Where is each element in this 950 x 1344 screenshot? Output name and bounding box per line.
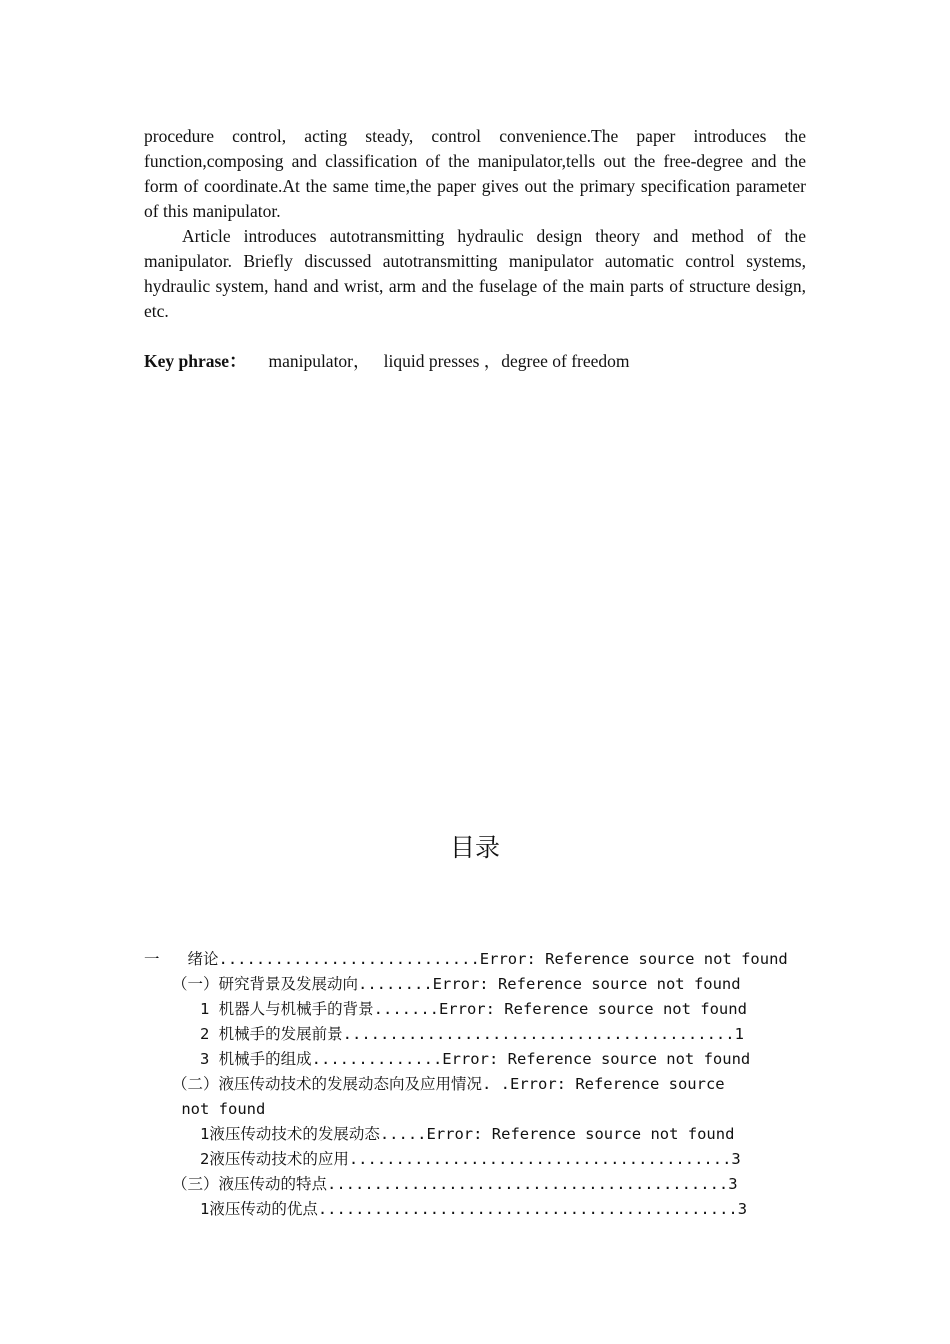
toc-entry[interactable]: 1 机器人与机械手的背景.......Error: Reference source not found xyxy=(144,1000,747,1018)
abstract-paragraph-1: procedure control, acting steady, control convenience.The paper introduces the function,composing and classification of the manipulator,tells out the free-degree and the form of coordinate.At the same time,the paper gives out the primary specification parameter of this manipulator. xyxy=(144,126,806,221)
key-phrase-line xyxy=(144,349,630,374)
key-phrase-label: Key phrase： xyxy=(144,351,247,371)
toc-entry[interactable]: 一 绪论............................Error: Reference source not found xyxy=(144,950,788,968)
toc-entry[interactable]: 3 机械手的组成..............Error: Reference source not found xyxy=(144,1050,751,1068)
toc-entry[interactable]: 1液压传动技术的发展动态.....Error: Reference source not found xyxy=(144,1125,735,1143)
toc-entry[interactable]: 1液压传动的优点.............................................3 xyxy=(144,1200,748,1218)
toc-entry[interactable]: （三）液压传动的特点...........................................3 xyxy=(144,1175,738,1193)
table-of-contents xyxy=(144,947,808,1222)
toc-entry[interactable]: not found xyxy=(144,1100,266,1118)
abstract-section xyxy=(144,124,806,324)
abstract-paragraph-2: Article introduces autotransmitting hydraulic design theory and method of the manipulator. Briefly discussed autotransmitting manipulator automatic control systems, hydraulic system, hand and wrist, arm and the fuselage of the main parts of structure design, etc. xyxy=(144,226,806,321)
key-phrase-values: manipulator， liquid presses ，degree of freedom xyxy=(268,351,630,371)
toc-entry[interactable]: 2液压传动技术的应用.........................................3 xyxy=(144,1150,741,1168)
toc-title: 目录 xyxy=(449,833,500,862)
toc-entry[interactable]: （一）研究背景及发展动向........Error: Reference source not found xyxy=(144,975,741,993)
toc-entry[interactable]: （二）液压传动技术的发展动态向及应用情况. .Error: Reference source xyxy=(144,1075,725,1093)
toc-entry[interactable]: 2 机械手的发展前景..........................................1 xyxy=(144,1025,744,1043)
